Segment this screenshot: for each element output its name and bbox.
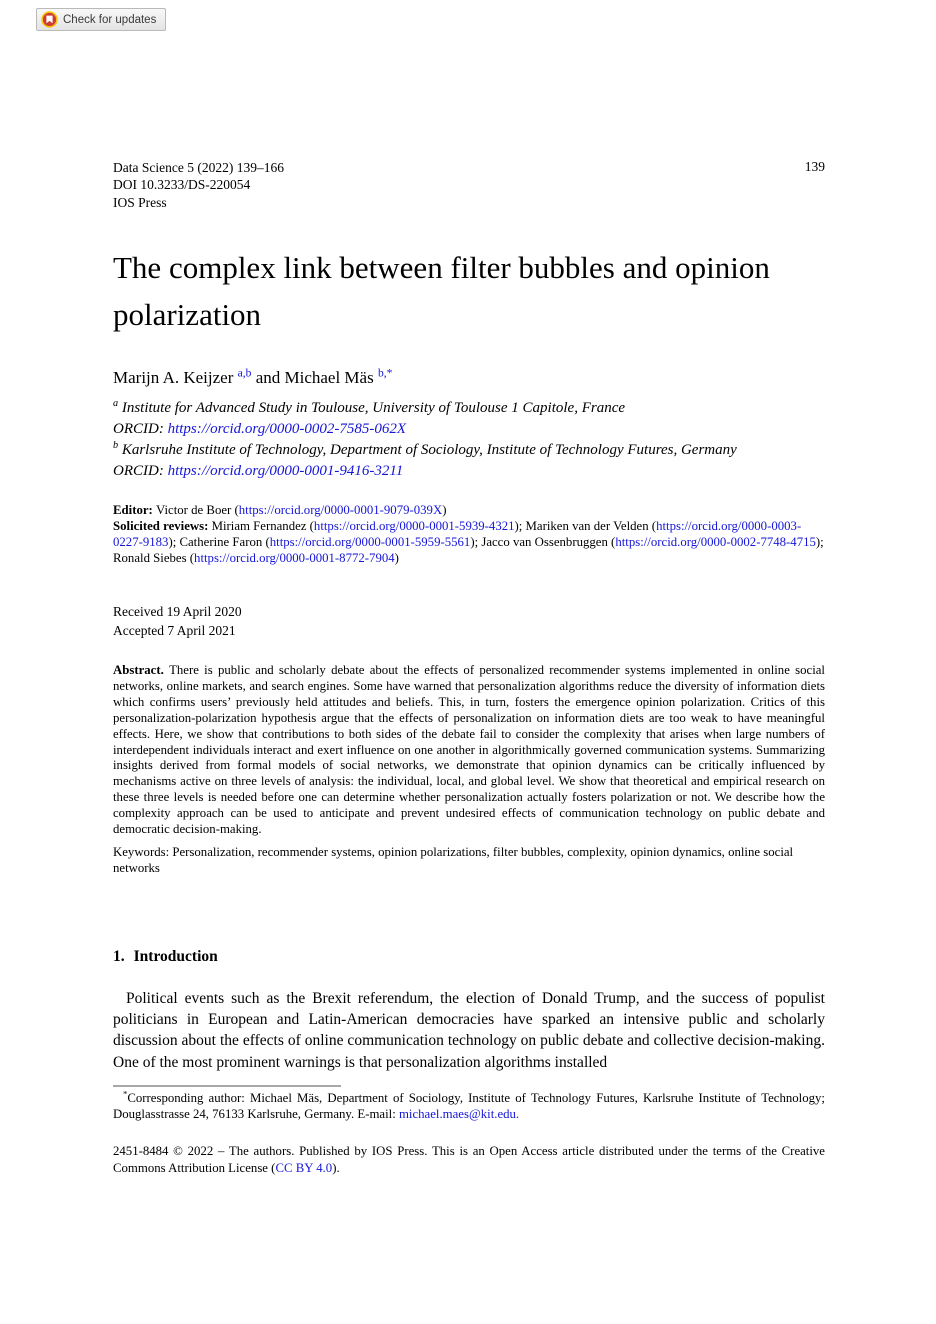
publisher-line: IOS Press [113,194,167,210]
dates-block [113,603,825,640]
affiliation-mark-a: a [113,398,119,409]
received-date: Received 19 April 2020 [113,604,242,619]
section-number: 1. [113,948,125,965]
page-number: 139 [804,159,825,174]
text: ) [442,503,447,517]
orcid-line-a [113,419,825,440]
orcid-link-keijzer[interactable]: https://orcid.org/0000-0002-7585-062X [167,421,407,437]
editor-name: Victor de Boer ( [156,503,239,517]
text: ) [394,551,399,565]
text: ). [332,1161,340,1175]
crossmark-icon [41,11,58,28]
journal-header [113,159,825,211]
corresponding-author-footnote [113,1090,825,1122]
author-affiliation-marks-maes[interactable]: b,* [377,366,393,380]
solicited-reviews-label: Solicited reviews: [113,519,212,533]
affiliations-block [113,398,825,482]
accepted-date: Accepted 7 April 2021 [113,622,236,638]
abstract [113,663,825,838]
journal-citation: Data Science 5 (2022) 139–166 [113,160,284,175]
reviewer-name: ); Mariken van der Velden ( [514,519,657,533]
email-link[interactable]: michael.maes@kit.edu. [398,1107,520,1121]
editor-label: Editor: [113,503,157,517]
affiliation-b [113,440,825,461]
affiliation-a-text: Institute for Advanced Study in Toulouse, University of Toulouse 1 Capitole, France [118,400,626,416]
footnote-content [113,1088,825,1121]
author-name-maes: and Michael Mäs [251,368,378,387]
orcid-link-van-ossenbruggen[interactable]: https://orcid.org/0000-0002-7748-4715 [615,535,816,549]
reviewer-name: ); Catherine Faron ( [168,535,270,549]
check-for-updates-button[interactable] [36,8,166,31]
footnote-divider [113,1085,341,1087]
orcid-link-faron[interactable]: https://orcid.org/0000-0001-5959-5561 [269,535,471,549]
editor-line [113,502,825,518]
orcid-link-maes[interactable]: https://orcid.org/0000-0001-9416-3211 [167,463,404,479]
section-title: Introduction [133,948,218,965]
authors-line [113,368,825,388]
affiliation-a [113,398,825,419]
cc-by-link[interactable]: CC BY 4.0 [275,1161,333,1175]
affiliation-mark-b: b [113,440,119,451]
keywords-label: Keywords: [113,845,173,859]
solicited-reviews [113,518,825,566]
orcid-label: ORCID: [113,421,168,437]
corresponding-author-text: Corresponding author: Michael Mäs, Department of Sociology, Institute of Technology Futures, Karlsruhe Institute of Technology; Douglasstrasse 24, 76133 Karlsruhe, Germany. E-mail: [113,1091,825,1121]
abstract-text: There is public and scholarly debate about the effects of personalized recommender systems implemented in online social networks, online markets, and search engines. Some have warned that personalization algorithms reduce the diversity of information diets which confirms users’ previously held attitudes and beliefs. This, in turn, fosters the emergence opinion polarization. Critics of this personalization-polarization hypothesis argue that the effects of personalization on information diets are too weak to have meaningful effects. Here, we show that contributions to both sides of the debate fail to consider the complexity that arises when large numbers of interdependent individuals interact and exert influence on one another in algorithmically governed communication systems. Summarizing insights derived from formal models of social networks, we demonstrate that opinion dynamics can be critically influenced by mechanisms active on three levels of analysis: the individual, local, and global level. We show that theoretical and empirical research on these three levels is needed before one can determine whether personalization actually fosters polarization or not. We describe how the complexity approach can be used to anticipate and prevent undesired effects of communication technology on public debate and democratic decision-making. [113,663,825,837]
keywords [113,844,825,876]
corresponding-author-mark: * [123,1088,128,1099]
paper-title: The complex link between filter bubbles and opinion polarization [113,250,770,332]
copyright-text: 2451-8484 © 2022 – The authors. Published by IOS Press. This is an Open Access article distributed under the terms of the Creative Commons Attribution License ( [113,1144,825,1175]
author-affiliation-marks-keijzer[interactable]: a,b [237,366,252,380]
orcid-link-de-boer[interactable]: https://orcid.org/0000-0001-9079-039X [238,503,443,517]
author-name-keijzer: Marijn A. Keijzer [113,368,238,387]
abstract-label: Abstract. [113,663,170,677]
reviewer-name: ); Ronald Siebes ( [113,535,824,565]
doi-line: DOI 10.3233/DS-220054 [113,177,251,193]
copyright-line [113,1143,825,1177]
orcid-label: ORCID: [113,463,168,479]
introduction-paragraph: Political events such as the Brexit referendum, the election of Donald Trump, and the success of populist politicians in European and Latin-American democracies have sparked an intensive public and scholarly discussion about the effects of online communication technology on public debate and collective decision-making. One of the most prominent warnings is that personalization algorithms installed [113,990,825,1071]
check-for-updates-label: Check for updates [63,13,157,26]
keywords-list: Personalization, recommender systems, opinion polarizations, filter bubbles, complexity, opinion dynamics, online social networks [113,845,794,875]
orcid-line-b [113,461,825,482]
section-heading-introduction [113,948,825,966]
orcid-link-van-der-velden[interactable]: https://orcid.org/0000-0003-0227-9183 [113,519,802,549]
reviewer-name: Miriam Fernandez ( [211,519,314,533]
review-info-block [113,502,825,566]
orcid-link-fernandez[interactable]: https://orcid.org/0000-0001-5939-4321 [313,519,515,533]
affiliation-b-text: Karlsruhe Institute of Technology, Department of Sociology, Institute of Technology Futures, Germany [118,442,737,458]
orcid-link-siebes[interactable]: https://orcid.org/0000-0001-8772-7904 [194,551,395,565]
reviewer-name: ); Jacco van Ossenbruggen ( [470,535,616,549]
